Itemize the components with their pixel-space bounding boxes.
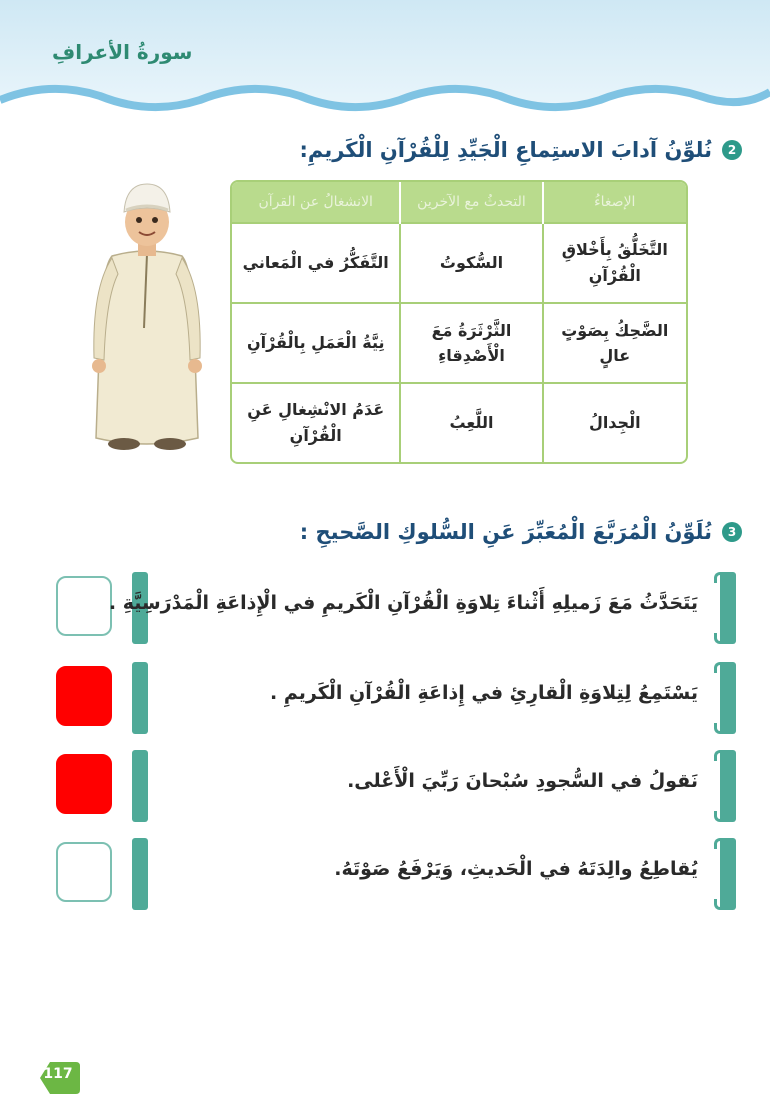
statement-text: يَسْتَمِعُ لِتِلاوَةِ الْقارِئِ في إِذاعَةِ الْقُرْآنِ الْكَريمِ . — [270, 682, 698, 704]
bracket-right — [720, 750, 736, 822]
statement-item — [56, 572, 736, 644]
section-2-number: 2 — [722, 140, 742, 160]
answer-checkbox[interactable] — [56, 666, 112, 726]
section-3-heading — [300, 520, 742, 544]
table-cell[interactable]: اللَّعِبُ — [400, 383, 542, 462]
answer-checkbox[interactable] — [56, 754, 112, 814]
table-cell[interactable]: السُّكوتُ — [400, 223, 542, 303]
listening-etiquette-table — [230, 180, 688, 464]
bracket-left — [132, 750, 148, 822]
surah-title: سورةُ الأعرافِ — [52, 40, 193, 64]
table-cell[interactable]: نِيَّةُ الْعَمَلِ بِالْقُرْآنِ — [232, 303, 400, 383]
page-number: 117 — [43, 1066, 73, 1082]
table-header-row — [232, 182, 686, 223]
section-3-instruction: نُلَوِّنُ الْمُرَبَّعَ الْمُعَبِّرَ عَنِ السُّلوكِ الصَّحيحِ : — [299, 520, 712, 544]
table-row — [232, 383, 686, 462]
table-header: الإصغاءُ — [543, 182, 686, 223]
bracket-left — [132, 838, 148, 910]
answer-checkbox[interactable] — [56, 842, 112, 902]
bracket-right — [720, 572, 736, 644]
table-header: التحدثُ مع الآخرين — [400, 182, 542, 223]
table-header: الانشغالُ عن القرآن — [232, 182, 400, 223]
table-row — [232, 303, 686, 383]
table-cell[interactable]: التَّخَلُّقُ بِأَخْلاقِ الْقُرْآنِ — [543, 223, 686, 303]
table-cell[interactable]: عَدَمُ الانْشِغالِ عَنِ الْقُرْآنِ — [232, 383, 400, 462]
statement-item — [56, 838, 736, 910]
table-cell[interactable]: الْجِدالُ — [543, 383, 686, 462]
table-cell[interactable]: الثَّرْثَرَةُ مَعَ الْأَصْدِقاءِ — [400, 303, 542, 383]
statement-item — [56, 750, 736, 822]
table-cell[interactable]: الضَّحِكُ بِصَوْتٍ عالٍ — [543, 303, 686, 383]
bracket-right — [720, 838, 736, 910]
bracket-right — [720, 662, 736, 734]
boy-illustration — [82, 178, 212, 458]
statement-text: يَتَحَدَّثُ مَعَ زَميلِهِ أَثْناءَ تِلاوَةِ الْقُرْآنِ الْكَريمِ في الْإِذاعَةِ الْمَدْرَسِيَّةِ . — [108, 592, 698, 614]
bracket-left — [132, 662, 148, 734]
table-cell[interactable]: التَّفَكُّرُ في الْمَعاني — [232, 223, 400, 303]
section-2-heading — [299, 138, 742, 162]
answer-checkbox[interactable] — [56, 576, 112, 636]
section-3-number: 3 — [722, 522, 742, 542]
statement-item — [56, 662, 736, 734]
section-2-instruction: نُلوِّنُ آدابَ الاستِماعِ الْجَيِّدِ لِلْقُرْآنِ الْكَريمِ: — [299, 138, 712, 162]
statement-text: نَقولُ في السُّجودِ سُبْحانَ رَبِّيَ الْأَعْلى. — [347, 770, 698, 792]
statement-text: يُقاطِعُ والِدَتَهُ في الْحَديثِ، وَيَرْفَعُ صَوْتَهُ. — [334, 858, 698, 880]
table-row — [232, 223, 686, 303]
